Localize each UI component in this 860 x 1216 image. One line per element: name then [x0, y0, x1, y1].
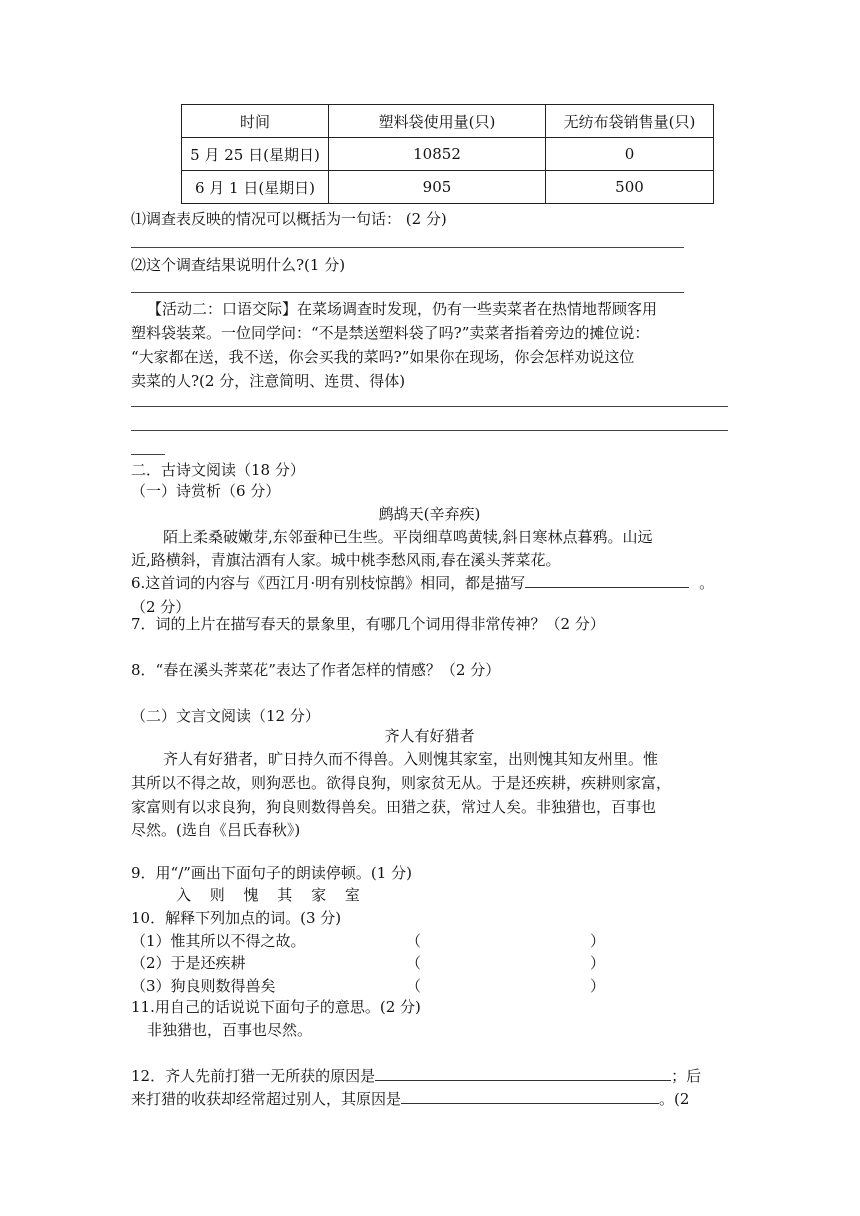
answer-blank[interactable] [375, 1066, 671, 1081]
question-6 [131, 572, 714, 593]
survey-table [181, 104, 714, 204]
activity-2-line: 塑料袋装菜。一位同学问：“不是禁送塑料袋了吗?”卖菜者指着旁边的摊位说： [131, 324, 650, 342]
question-6-period: 。 [699, 574, 715, 592]
answer-blank[interactable] [525, 573, 689, 588]
question-10-item: （1）惟其所以不得之故。 [131, 932, 306, 950]
activity-2-line: 【活动二：口语交际】在菜场调查时发现，仍有一些卖菜者在热情地帮顾客用 [147, 300, 658, 318]
table-header: 时间 [182, 105, 329, 138]
question-2: ⑵这个调查结果说明什么?(1 分) [131, 256, 346, 274]
paren-close: ） [590, 977, 606, 995]
paren-close: ） [590, 932, 606, 950]
question-11: 11.用自己的话说说下面句子的意思。(2 分) [131, 998, 421, 1016]
question-12-text: 来打猎的收获却经常超过别人，其原因是 [131, 1090, 402, 1108]
paren-open: （ [406, 954, 422, 972]
question-12-text: 12．齐人先前打猎一无所获的原因是 [131, 1067, 376, 1085]
question-10-item: （2）于是还疾耕 [131, 954, 246, 972]
poem-title: 鹧鸪天(辛弃疾) [378, 505, 481, 523]
question-12 [131, 1065, 701, 1086]
question-1: ⑴调查表反映的情况可以概括为一句话： (2 分) [131, 210, 447, 228]
prose-line: 家富则有以求良狗，狗良则数得兽矣。田猎之获，常过人矣。非独猎也，百事也 [131, 798, 657, 816]
paren-close: ） [590, 954, 606, 972]
table-cell: 0 [546, 138, 714, 171]
poem-line: 近,路横斜，青旗沽酒有人家。城中桃李愁风雨,春在溪头荠菜花。 [131, 551, 561, 569]
answer-line[interactable] [131, 292, 684, 293]
question-7: 7．词的上片在描写春天的景象里，有哪几个词用得非常传神？（2 分） [131, 615, 605, 633]
question-9: 9．用“/”画出下面句子的朗读停顿。(1 分) [131, 864, 412, 882]
prose-title: 齐人有好猎者 [384, 727, 475, 745]
activity-2-line: 卖菜的人?(2 分，注意简明、连贯、得体) [131, 372, 406, 390]
table-row [182, 138, 714, 171]
table-row [182, 171, 714, 204]
question-10-item: （3）狗良则数得兽矣 [131, 977, 276, 995]
question-9-sentence[interactable]: 入 则 愧 其 家 室 [176, 886, 360, 904]
question-12-text: 。(2 [659, 1090, 690, 1108]
question-12-text: ；后 [671, 1067, 702, 1085]
prose-line: 齐人有好猎者，旷日持久而不得兽。入则愧其家室，出则愧其知友州里。惟 [163, 750, 659, 768]
table-header-row [182, 105, 714, 138]
prose-line: 尽然。(选自《吕氏春秋》) [131, 821, 301, 839]
answer-line[interactable] [131, 454, 165, 455]
answer-line[interactable] [131, 247, 684, 248]
table-cell: 905 [329, 171, 546, 204]
subsection-title: （一）诗赏析（6 分） [131, 482, 281, 500]
paren-open: （ [406, 977, 422, 995]
table-cell: 500 [546, 171, 714, 204]
question-12-cont [131, 1088, 689, 1109]
question-6-score: （2 分） [131, 598, 191, 616]
prose-line: 其所以不得之故，则狗恶也。欲得良狗，则家贫无从。于是还疾耕，疾耕则家富， [131, 774, 672, 792]
answer-line[interactable] [131, 406, 728, 407]
question-11-sentence: 非独猎也，百事也尽然。 [147, 1021, 313, 1039]
table-cell: 6 月 1 日(星期日) [182, 171, 329, 204]
table-header: 无纺布袋销售量(只) [546, 105, 714, 138]
subsection-title: （二）文言文阅读（12 分） [131, 707, 320, 725]
answer-blank[interactable] [401, 1089, 659, 1104]
activity-2-line: “大家都在送，我不送，你会买我的菜吗?”如果你在现场，你会怎样劝说这位 [131, 348, 635, 366]
answer-line[interactable] [131, 430, 728, 431]
section-title: 二．古诗文阅读（18 分） [131, 461, 305, 479]
table-cell: 10852 [329, 138, 546, 171]
question-10: 10．解释下列加点的词。(3 分) [131, 909, 342, 927]
question-8: 8．“春在溪头荠菜花”表达了作者怎样的情感？（2 分） [131, 661, 501, 679]
question-6-text: 6.这首词的内容与《西江月·明有别枝惊鹊》相同，都是描写 [131, 574, 526, 592]
table-cell: 5 月 25 日(星期日) [182, 138, 329, 171]
paren-open: （ [406, 932, 422, 950]
poem-line: 陌上柔桑破嫩芽,东邻蚕种已生些。平岗细草鸣黄犊,斜日寒林点暮鸦。山远 [163, 528, 653, 546]
table-header: 塑料袋使用量(只) [329, 105, 546, 138]
